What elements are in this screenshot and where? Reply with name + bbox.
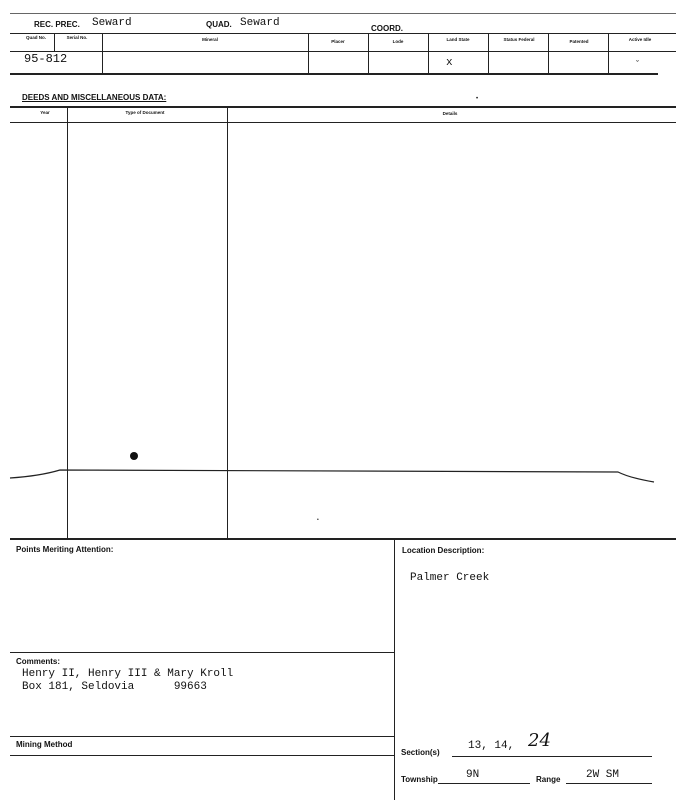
ink-blot	[130, 452, 138, 460]
year-header: Year	[40, 110, 50, 115]
rec-prec-label: REC. PREC.	[34, 20, 80, 29]
sections-handwritten: 24	[528, 730, 551, 751]
col-divider	[428, 33, 429, 73]
deeds-line-header	[10, 122, 676, 123]
comments-label: Comments:	[16, 657, 61, 666]
bottom-col-divider	[394, 538, 395, 800]
deeds-title: DEEDS AND MISCELLANEOUS DATA:	[22, 93, 167, 102]
deeds-line-bottom	[10, 538, 676, 540]
comments-line2: Box 181, Seldovia 99663	[22, 681, 207, 693]
mining-line-bottom	[10, 755, 394, 756]
quad-no-value: 95-812	[24, 52, 68, 66]
col-quad-no: Quad No.	[26, 35, 46, 40]
range-value: 2W SM	[586, 769, 620, 781]
sections-value: 13, 14,	[468, 740, 515, 752]
land-state-mark: x	[446, 57, 453, 69]
quad-label: QUAD.	[206, 20, 232, 29]
top-rule	[10, 13, 676, 14]
location-value: Palmer Creek	[410, 572, 490, 584]
township-underline	[438, 783, 530, 784]
col-divider	[488, 33, 489, 73]
page-crease-line	[0, 464, 678, 488]
header-line-top	[10, 33, 676, 34]
comments-line	[10, 652, 394, 653]
col-lode: Lode	[392, 39, 404, 44]
type-header: Type of Document	[125, 110, 165, 115]
sections-underline	[452, 756, 652, 757]
location-label: Location Description:	[402, 546, 485, 555]
col-active-idle: Active Idle	[628, 37, 652, 42]
col-divider	[608, 33, 609, 73]
mining-label: Mining Method	[16, 740, 73, 749]
township-label: Township	[401, 775, 438, 784]
col-placer: Placer	[331, 39, 345, 44]
col-divider	[548, 33, 549, 73]
col-serial-no: Serial No.	[66, 35, 88, 40]
sections-label: Section(s)	[401, 748, 440, 757]
range-label: Range	[536, 775, 561, 784]
township-value: 9N	[466, 769, 480, 781]
col-divider	[368, 33, 369, 73]
col-divider	[308, 33, 309, 73]
rec-prec-value: Seward	[92, 17, 132, 29]
mining-line-top	[10, 736, 394, 737]
range-underline	[566, 783, 652, 784]
stray-dot: •	[476, 96, 479, 102]
col-patented: Patented	[569, 39, 589, 44]
col-divider	[54, 33, 55, 51]
col-divider	[102, 33, 103, 73]
stray-dot-2: •	[317, 517, 319, 523]
col-status-federal: Status Federal	[503, 37, 535, 42]
col-mineral: Mineral	[202, 37, 218, 42]
header-line-mid	[10, 51, 676, 52]
deeds-line-top	[10, 106, 676, 108]
coord-label: COORD.	[371, 24, 403, 33]
details-header: Details	[442, 111, 458, 116]
col-land-state: Land State	[446, 37, 470, 42]
stray-tick-mark: ˇ	[636, 59, 639, 69]
header-line-bottom	[10, 73, 658, 75]
comments-line1: Henry II, Henry III & Mary Kroll	[22, 668, 234, 680]
quad-value: Seward	[240, 17, 280, 29]
points-label: Points Meriting Attention:	[16, 545, 114, 554]
